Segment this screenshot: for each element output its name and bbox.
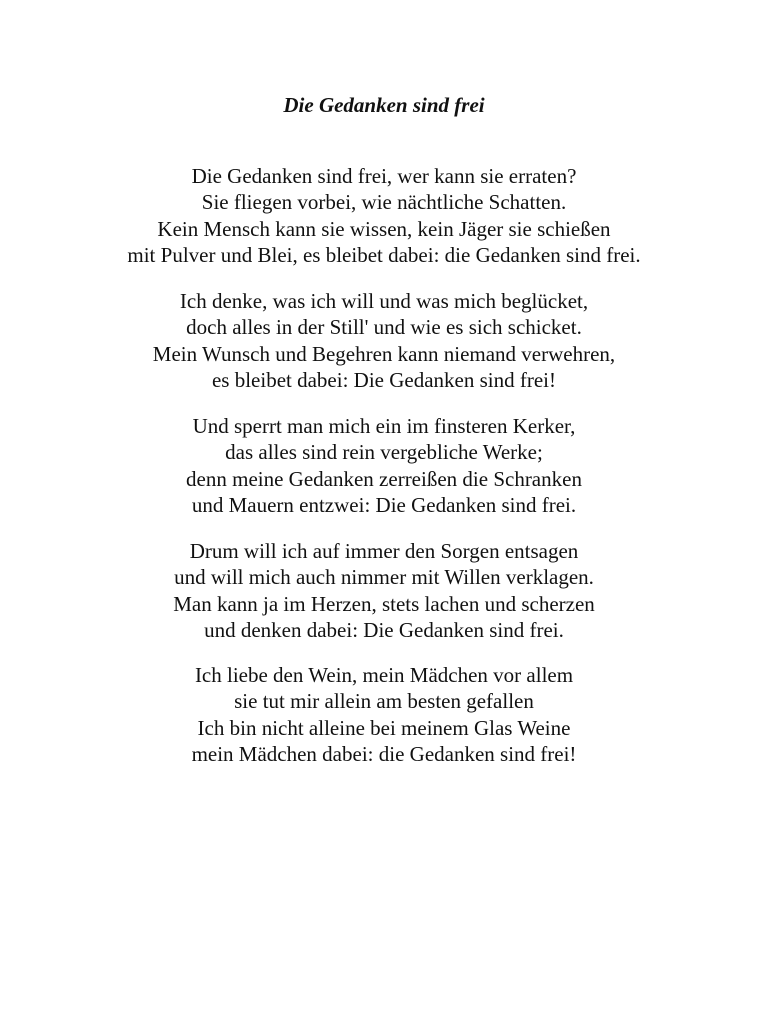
poem-title: Die Gedanken sind frei bbox=[283, 93, 485, 117]
stanza-line: es bleibet dabei: Die Gedanken sind frei! bbox=[211, 367, 557, 392]
stanza-4 bbox=[0, 538, 768, 643]
stanza-line: und Mauern entzwei: Die Gedanken sind frei. bbox=[191, 492, 577, 517]
stanza-2 bbox=[0, 288, 768, 393]
stanza-line: Und sperrt man mich ein im finsteren Kerker, bbox=[192, 414, 576, 438]
stanza-line: Mein Wunsch und Begehren kann niemand verwehren, bbox=[152, 341, 616, 366]
stanza-line: Sie fliegen vorbei, wie nächtliche Schatten. bbox=[201, 190, 567, 215]
stanza-line: Kein Mensch kann sie wissen, kein Jäger sie schießen bbox=[157, 216, 611, 241]
stanza-line: Ich denke, was ich will und was mich beglücket, bbox=[179, 289, 589, 313]
stanza-line: denn meine Gedanken zerreißen die Schranken bbox=[186, 466, 582, 491]
stanza-line: mein Mädchen dabei: die Gedanken sind frei! bbox=[191, 741, 577, 766]
stanza-line: Ich liebe den Wein, mein Mädchen vor allem bbox=[194, 663, 574, 687]
stanza-line: Ich bin nicht alleine bei meinem Glas Weine bbox=[197, 715, 571, 740]
stanza-5 bbox=[0, 662, 768, 767]
stanza-line: sie tut mir allein am besten gefallen bbox=[234, 689, 534, 714]
stanza-line: doch alles in der Still' und wie es sich schicket. bbox=[186, 315, 582, 340]
stanza-line: das alles sind rein vergebliche Werke; bbox=[225, 440, 543, 465]
stanza-line: mit Pulver und Blei, es bleibet dabei: die Gedanken sind frei. bbox=[127, 242, 641, 267]
stanza-3 bbox=[0, 413, 768, 518]
stanza-line: und will mich auch nimmer mit Willen verklagen. bbox=[174, 565, 594, 590]
stanza-line: Die Gedanken sind frei, wer kann sie erraten? bbox=[191, 164, 577, 188]
stanza-line: Drum will ich auf immer den Sorgen entsagen bbox=[189, 539, 579, 563]
stanza-1 bbox=[0, 163, 768, 268]
stanza-line: Man kann ja im Herzen, stets lachen und scherzen bbox=[173, 591, 595, 616]
stanza-line: und denken dabei: Die Gedanken sind frei. bbox=[204, 617, 564, 642]
